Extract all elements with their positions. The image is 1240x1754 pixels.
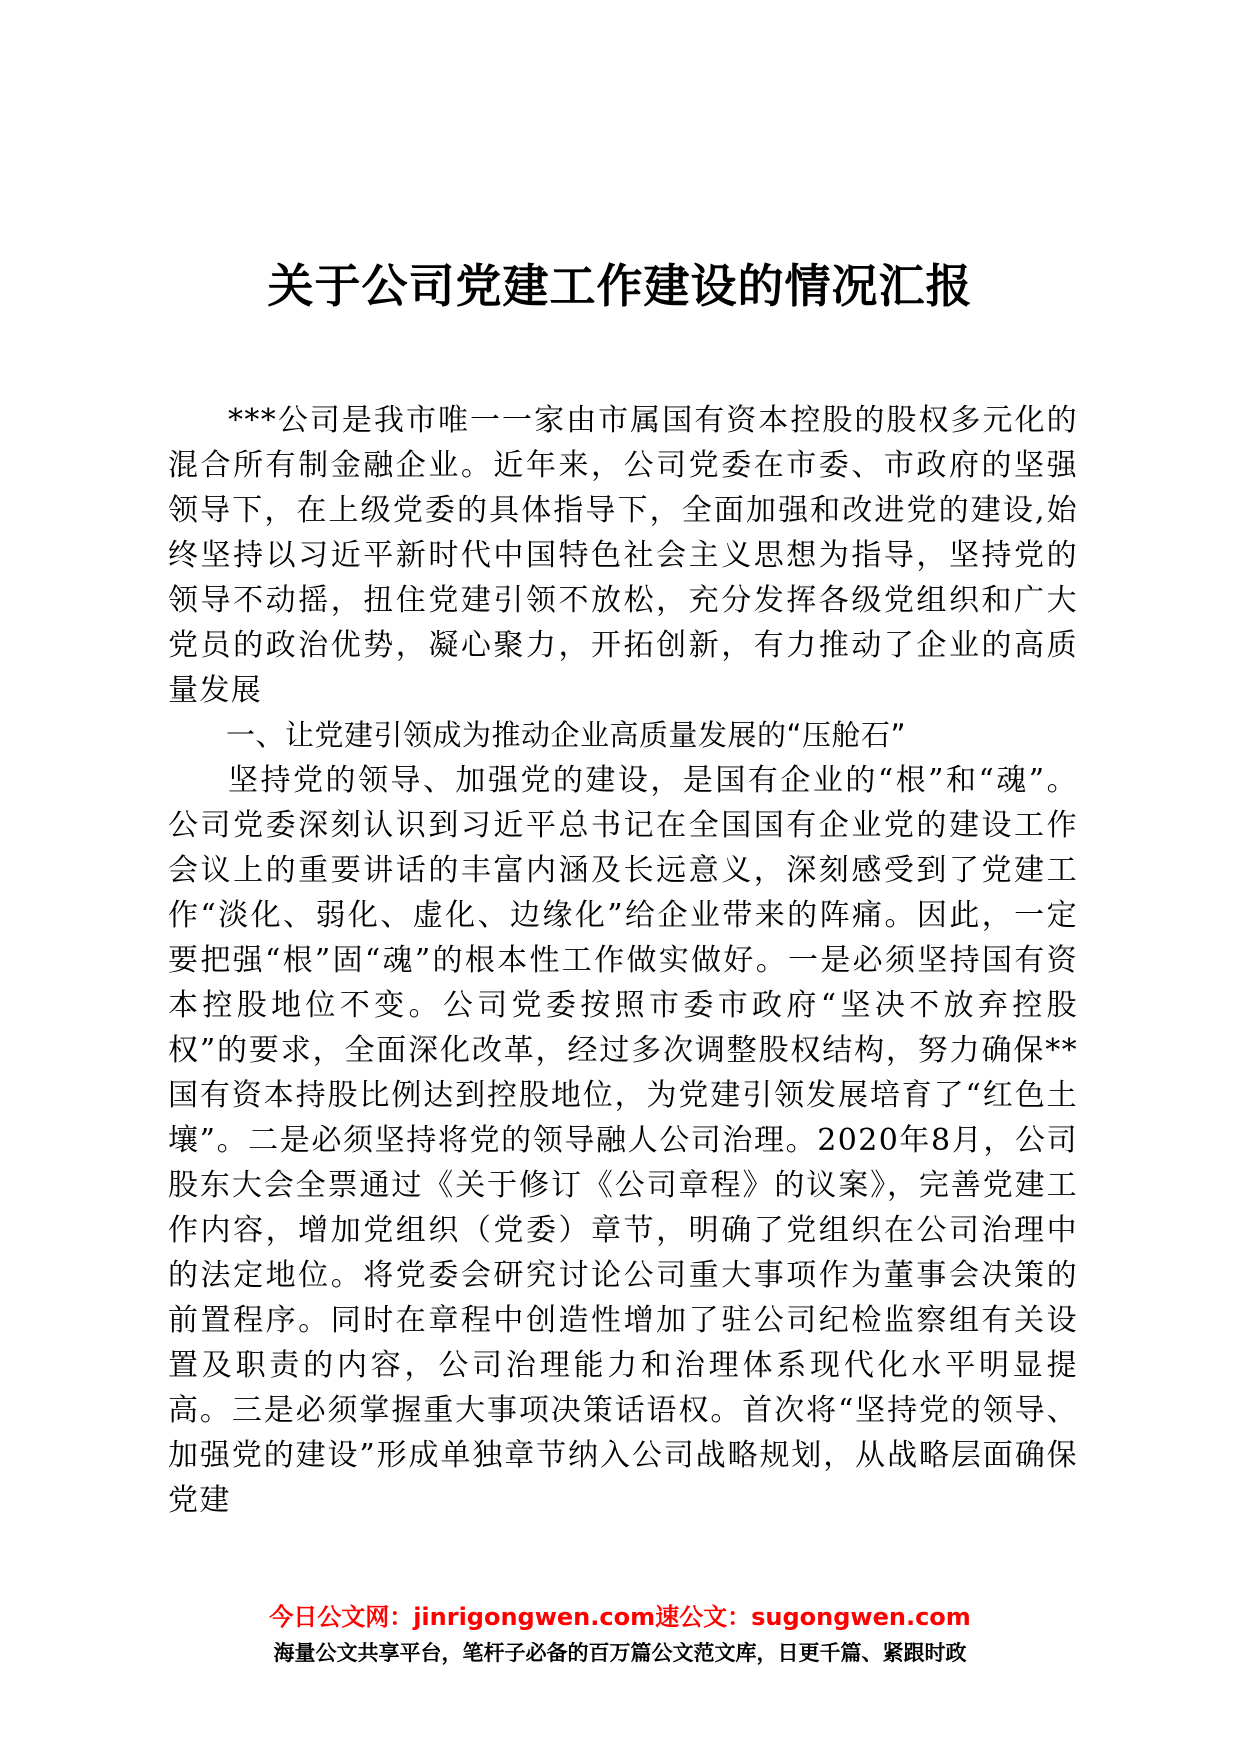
footer-banner bbox=[0, 1600, 1240, 1672]
section-1-heading: 一、让党建引领成为推动企业高质量发展的“压舱石” bbox=[226, 718, 907, 752]
section-1-paragraph: 坚持党的领导、加强党的建设，是国有企业的“根”和“魂”。公司党委深刻认识到习近平总书记在全国国有企业党的建设工作会议上的重要讲话的丰富内涵及长远意义，深刻感受到了党建工作“淡化、弱化、虚化、边缘化”给企业带来的阵痛。因此，一定要把强“根”固“魂”的根本性工作做实做好。一是必须坚持国有资本控股地位不变。公司党委按照市委市政府“坚决不放弃控股权”的要求，全面深化改革，经过多次调整股权结构，努力确保**国有资本持股比例达到控股地位，为党建引领发展培育了“红色土壤”。二是必须坚持将党的领导融人公司治理。2020年8月，公司股东大会全票通过《关于修订《公司章程》的议案》，完善党建工作内容，增加党组织（党委）章节，明确了党组织在公司治理中的法定地位。将党委会研究讨论公司重大事项作为董事会决策的前置程序。同时在章程中创造性增加了驻公司纪检监察组有关设置及职责的内容，公司治理能力和治理体系现代化水平明显提高。三是必须掌握重大事项决策话语权。首次将“坚持党的领导、加强党的建设”形成单独章节纳入公司战略规划，从战略层面确保党建 bbox=[168, 763, 1078, 1518]
document-title: 关于公司党建工作建设的情况汇报 bbox=[267, 259, 973, 313]
intro-paragraph: ***公司是我市唯一一家由市属国有资本控股的股权多元化的混合所有制金融企业。近年来，公司党委在市委、市政府的坚强领导下，在上级党委的具体指导下，全面加强和改进党的建设,始终坚持以习近平新时代中国特色社会主义思想为指导，坚持党的领导不动摇，扭住党建引领不放松，充分发挥各级党组织和广大党员的政治优势，凝心聚力，开拓创新，有力推动了企业的高质量发展 bbox=[168, 403, 1078, 708]
footer-tagline: 海量公文共享平台，笔杆子必备的百万篇公文范文库，日更千篇、紧跟时政 bbox=[273, 1641, 967, 1665]
document-body bbox=[168, 398, 1078, 1523]
footer-site-links: 今日公文网：jinrigongwen.com速公文：sugongwen.com bbox=[269, 1603, 971, 1631]
